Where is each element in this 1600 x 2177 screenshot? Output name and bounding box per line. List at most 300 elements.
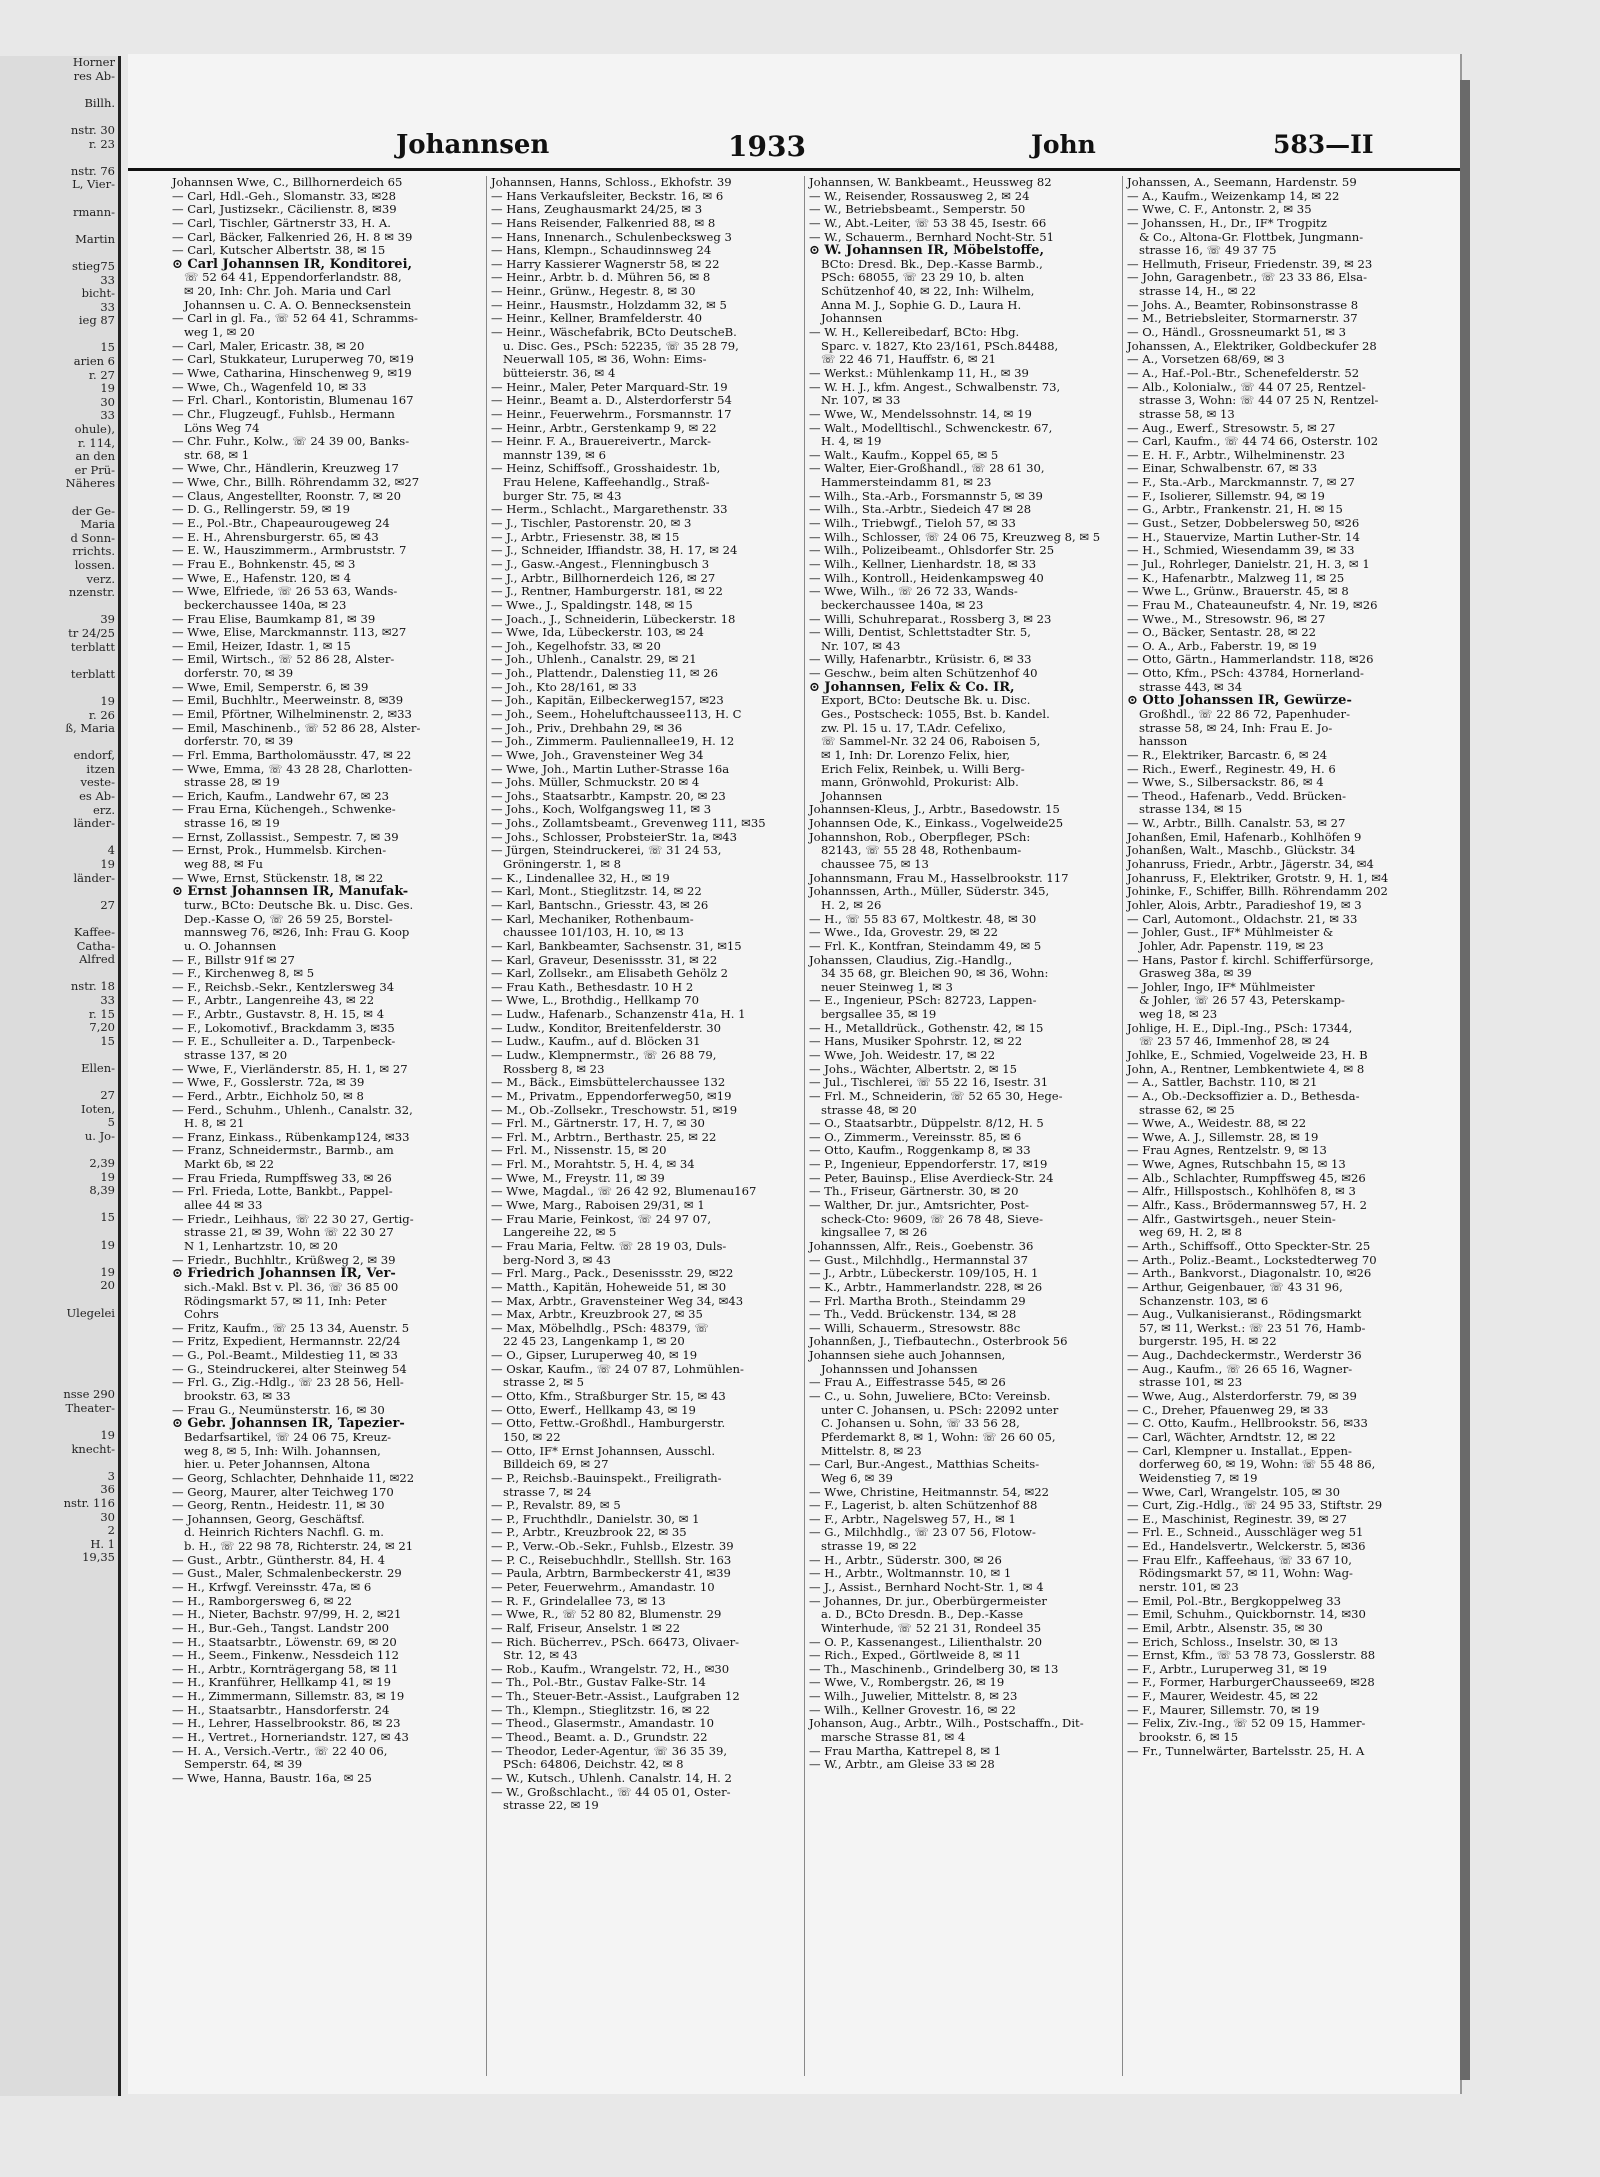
directory-columns xyxy=(168,176,1440,2076)
prev-page-fragment: Ellen- xyxy=(81,1060,115,1075)
directory-entry-line: — Frl. M., Schneiderin, ☏ 52 65 30, Hege- xyxy=(809,1089,1063,1103)
directory-entry-line: — Wwe, Ida, Lübeckerstr. 103, ✉ 24 xyxy=(491,626,704,640)
directory-entry-line: Johannssen, Alfr., Reis., Goebenstr. 36 xyxy=(809,1239,1034,1253)
prev-page-fragment xyxy=(0,1225,118,1239)
prev-page-fragment xyxy=(0,328,118,342)
directory-entry-line: — H., Ramborgersweg 6, ✉ 22 xyxy=(172,1594,352,1608)
directory-entry-line: Johannssen und Johanssen xyxy=(821,1362,978,1376)
directory-entry-line: — Franz, Schneidermstr., Barmb., am xyxy=(172,1144,394,1158)
directory-entry-line: — Aug., Vulkanisieranst., Rödingsmarkt xyxy=(1127,1308,1362,1322)
directory-entry-line: — Aug., Dachdeckermstr., Werderstr 36 xyxy=(1127,1349,1362,1363)
directory-entry-line: — Karl, Zollsekr., am Elisabeth Gehölz 2 xyxy=(491,967,728,981)
directory-entry-line: — Rich. Bücherrev., PSch. 66473, Olivaer- xyxy=(491,1635,740,1649)
directory-entry-line: ✉ 20, Inh: Chr. Joh. Maria und Carl xyxy=(184,285,391,299)
directory-entry-line: — Carl, Wächter, Arndtstr. 12, ✉ 22 xyxy=(1127,1430,1336,1444)
directory-entry-line: N 1, Lenhartzstr. 10, ✉ 20 xyxy=(184,1239,338,1253)
directory-entry-line: — D. G., Rellingerstr. 59, ✉ 19 xyxy=(172,503,350,517)
prev-page-fragment xyxy=(0,1320,118,1334)
directory-entry-line: — Carl, Tischler, Gärtnerstr 33, H. A. xyxy=(172,216,391,230)
directory-entry-line: Bedarfsartikel, ☏ 24 06 75, Kreuz- xyxy=(184,1430,392,1444)
prev-page-fragment: nstr. 18 xyxy=(70,979,115,994)
directory-entry-line: Neuerwall 105, ✉ 36, Wohn: Eims- xyxy=(503,353,707,367)
directory-entry-line: — Herm., Schlacht., Margarethenstr. 33 xyxy=(491,503,728,517)
directory-entry-line: ✉ 1, Inh: Dr. Lorenzo Felix, hier, xyxy=(821,748,1011,762)
directory-entry-line: — Carl, Kutscher Albertstr. 38, ✉ 15 xyxy=(172,244,386,258)
directory-entry-line: — Otto, Kaufm., Roggenkamp 8, ✉ 33 xyxy=(809,1144,1031,1158)
prev-page-fragment: 27 xyxy=(100,897,115,912)
prev-page-fragment: 15 xyxy=(100,340,115,355)
directory-entry-line: — F., Arbtr., Gustavstr. 8, H. 15, ✉ 4 xyxy=(172,1008,385,1022)
prev-page-fragment xyxy=(0,1293,118,1307)
directory-entry-line: — Einar, Schwalbenstr. 67, ✉ 33 xyxy=(1127,462,1318,476)
directory-entry-line: — Joh., Kto 28/161, ✉ 33 xyxy=(491,680,637,694)
directory-entry-line: — Wwe, Carl, Wrangelstr. 105, ✉ 30 xyxy=(1127,1485,1340,1499)
directory-entry-line: — Georg, Schlachter, Dehnhaide 11, ✉22 xyxy=(172,1471,415,1485)
directory-entry-line: — Jürgen, Steindruckerei, ☏ 31 24 53, xyxy=(491,844,722,858)
directory-entry-line: bergsallee 35, ✉ 19 xyxy=(821,1008,937,1022)
directory-entry-line: — M., Betriebsleiter, Stormarnerstr. 37 xyxy=(1127,312,1358,326)
prev-page-fragment: 39 xyxy=(100,612,115,627)
directory-entry-line: — Frl. M., Morahtstr. 5, H. 4, ✉ 34 xyxy=(491,1158,695,1172)
directory-entry-line: — Chr. Fuhr., Kolw., ☏ 24 39 00, Banks- xyxy=(172,435,410,449)
directory-entry-line: — W. H. J., kfm. Angest., Schwalbenstr. 73, xyxy=(809,380,1061,394)
directory-entry-line: — Emil, Pol.-Btr., Bergkoppelweg 33 xyxy=(1127,1594,1342,1608)
directory-entry-line: Weidenstieg 7, ✉ 19 xyxy=(1139,1471,1258,1485)
directory-entry-line: chaussee 101/103, H. 10, ✉ 13 xyxy=(503,926,684,940)
directory-entry-line: Winterhude, ☏ 52 21 31, Rondeel 35 xyxy=(821,1621,1042,1635)
prev-page-fragment: 5 xyxy=(107,1115,115,1130)
directory-entry-line: Löns Weg 74 xyxy=(184,421,260,435)
directory-entry-line: — Erich, Schloss., Inselstr. 30, ✉ 13 xyxy=(1127,1635,1338,1649)
prev-page-fragment xyxy=(0,600,118,614)
directory-entry-line: — W., Reisender, Rossausweg 2, ✉ 24 xyxy=(809,189,1030,203)
directory-entry-line: — Arth., Schiffsoff., Otto Speckter-Str. 25 xyxy=(1127,1239,1371,1253)
directory-entry-line: — Ludw., Hafenarb., Schanzenstr 41a, H. 1 xyxy=(491,1008,746,1022)
directory-entry-line: — Hans, Innenarch., Schulenbecksweg 3 xyxy=(491,230,732,244)
directory-entry-line: Gröningerstr. 1, ✉ 8 xyxy=(503,858,622,872)
directory-entry-line: — E., Maschinist, Reginestr. 39, ✉ 27 xyxy=(1127,1512,1347,1526)
directory-entry-line: — Carl, Bur.-Angest., Matthias Scheits- xyxy=(809,1458,1040,1472)
prev-page-fragment: ieg 87 xyxy=(78,313,115,328)
directory-entry-line: Johannsen Wwe, C., Billhornerdeich 65 xyxy=(172,176,403,189)
directory-entry-line: — Emil, Wirtsch., ☏ 52 86 28, Alster- xyxy=(172,653,395,667)
directory-entry-line: strasse 58, ✉ 24, Inh: Frau E. Jo- xyxy=(1139,721,1333,735)
directory-entry-line: — Heinr., Wäschefabrik, BCto DeutscheB. xyxy=(491,326,737,340)
directory-entry-line: strasse 137, ✉ 20 xyxy=(184,1049,288,1062)
directory-entry-line: — Chr., Flugzeugf., Fuhlsb., Hermann xyxy=(172,407,395,421)
directory-entry-line: — P., Verw.-Ob.-Sekr., Fuhlsb., Elzestr. 39 xyxy=(491,1540,734,1554)
directory-entry-line: Semperstr. 64, ✉ 39 xyxy=(184,1758,303,1772)
directory-entry-line: — Wwe, S., Silbersackstr. 86, ✉ 4 xyxy=(1127,776,1324,790)
directory-entry-line: — Frau M., Chateauneufstr. 4, Nr. 19, ✉26 xyxy=(1127,598,1378,612)
directory-entry-line: — K., Lindenallee 32, H., ✉ 19 xyxy=(491,871,670,885)
prev-page-fragment xyxy=(0,1361,118,1375)
directory-entry-line: — O., Staatsarbtr., Düppelstr. 8/12, H. 5 xyxy=(809,1117,1044,1131)
directory-entry-line: — Matth., Kapitän, Hoheweide 51, ✉ 30 xyxy=(491,1280,727,1294)
directory-entry-line: — Johler, Ingo, IF* Mühlmeister xyxy=(1127,980,1315,994)
directory-entry-line: — Johs., Schlosser, ProbsteierStr. 1a, ✉43 xyxy=(491,830,738,844)
directory-entry-line: 57, ✉ 11, Werkst.: ☏ 23 51 76, Hamb- xyxy=(1139,1321,1366,1335)
directory-entry-line: — Carl, Klempner u. Installat., Eppen- xyxy=(1127,1444,1352,1458)
directory-entry-line: Johannsen, W. Bankbeamt., Heussweg 82 xyxy=(809,176,1052,189)
directory-entry-line: — Hans, Pastor f. kirchl. Schifferfürsorge, xyxy=(1127,953,1374,967)
directory-entry-line: — J., Arbtr., Friesenstr. 38, ✉ 15 xyxy=(491,530,680,544)
prev-page-fragment: rmann- xyxy=(73,204,115,219)
directory-entry-line: — Rich., Ewerf., Reginestr. 49, H. 6 xyxy=(1127,762,1336,776)
directory-entry-line: — W., Arbtr., am Gleise 33 ✉ 28 xyxy=(809,1758,995,1772)
directory-entry-line: — Emil, Arbtr., Alsenstr. 35, ✉ 30 xyxy=(1127,1621,1323,1635)
prev-page-fragment: 19 xyxy=(100,1169,115,1184)
directory-entry-line: — Paula, Arbtrn, Barmbeckerstr 41, ✉39 xyxy=(491,1567,731,1581)
directory-entry-line: — Wwe, Agnes, Rutschbahn 15, ✉ 13 xyxy=(1127,1158,1346,1172)
prev-page-fragment xyxy=(0,1415,118,1429)
directory-entry-line: — Frl. M., Arbtrn., Berthastr. 25, ✉ 22 xyxy=(491,1130,717,1144)
directory-entry-line: turw., BCto: Deutsche Bk. u. Disc. Ges. xyxy=(184,898,414,912)
directory-entry-line: — Heinz, Schiffsoff., Grosshaidestr. 1b, xyxy=(491,462,721,476)
directory-entry-line: Dep.-Kasse O, ☏ 26 59 25, Borstel- xyxy=(184,912,393,926)
prev-page-fragment: Martin xyxy=(75,231,115,246)
directory-entry-line: — H., Zimmermann, Sillemstr. 83, ✉ 19 xyxy=(172,1690,405,1704)
directory-entry-line: — Joh., Kegelhofstr. 33, ✉ 20 xyxy=(491,639,661,653)
directory-entry-line: — Wilh., Juwelier, Mittelstr. 8, ✉ 23 xyxy=(809,1690,1018,1704)
directory-entry-line: strasse 443, ✉ 34 xyxy=(1139,680,1243,694)
directory-entry-line: strasse 14, H., ✉ 22 xyxy=(1139,285,1256,299)
directory-entry-line: — E. W., Hauszimmerm., Armbruststr. 7 xyxy=(172,544,407,558)
directory-entry-line: ☏ 52 64 41, Eppendorferlandstr. 88, xyxy=(184,271,402,285)
prev-page-fragment xyxy=(0,1144,118,1158)
directory-entry-line: — O. A., Arb., Faberstr. 19, ✉ 19 xyxy=(1127,639,1317,653)
directory-entry-line: Johlke, E., Schmied, Vogelweide 23, H. B xyxy=(1127,1049,1368,1062)
prev-page-fragment: r. 114, xyxy=(77,435,115,450)
directory-entry-line: — Wilh., Polizeibeamt., Ohlsdorfer Str. 25 xyxy=(809,544,1055,558)
directory-entry-line: — Frl. Charl., Kontoristin, Blumenau 167 xyxy=(172,394,414,408)
prev-page-fragment: nstr. 30 xyxy=(70,122,115,137)
directory-entry-line: — Alfr., Gastwirtsgeh., neuer Stein- xyxy=(1127,1212,1336,1226)
prev-page-fragment: 20 xyxy=(100,1278,115,1293)
prev-page-fragment xyxy=(0,1048,118,1062)
directory-entry-line: — Frau E., Bohnkenstr. 45, ✉ 3 xyxy=(172,557,356,571)
directory-entry-line: — Ralf, Friseur, Anselstr. 1 ✉ 22 xyxy=(491,1621,681,1635)
directory-entry-line: — Alb., Kolonialw., ☏ 44 07 25, Rentzel- xyxy=(1127,380,1366,394)
prev-page-fragment: Horner xyxy=(72,56,115,69)
directory-entry-line: — Otto, IF* Ernst Johannsen, Ausschl. xyxy=(491,1444,716,1458)
directory-entry-line: strasse 2, ✉ 5 xyxy=(503,1376,585,1390)
directory-entry-line: Johanruss, Friedr., Arbtr., Jägerstr. 34, ✉4 xyxy=(1127,858,1374,872)
directory-entry-line: — F., Maurer, Weidestr. 45, ✉ 22 xyxy=(1127,1690,1319,1704)
directory-entry-line: — P., Ingenieur, Eppendorferstr. 17, ✉19 xyxy=(809,1158,1048,1172)
directory-entry-line: brookstr. 63, ✉ 33 xyxy=(184,1390,291,1404)
directory-entry-line: Johannsen xyxy=(821,312,883,326)
directory-entry-line: — Harry Kassierer Wagnerstr 58, ✉ 22 xyxy=(491,257,720,271)
column-3 xyxy=(804,176,1123,2076)
directory-entry-line: — Heinr. F. A., Brauereivertr., Marck- xyxy=(491,435,712,449)
directory-entry-line: H. 4, ✉ 19 xyxy=(821,435,882,449)
directory-entry-line: Frau Helene, Kaffeehandlg., Straß- xyxy=(503,476,710,490)
directory-entry-line: — J., Arbtr., Billhornerdeich 126, ✉ 27 xyxy=(491,571,716,585)
prev-page-fragment: 30 xyxy=(100,394,115,409)
directory-entry-line: — Wwe, Joh., Martin Luther-Strasse 16a xyxy=(491,762,730,776)
directory-entry-line: & Co., Altona-Gr. Flottbek, Jungmann- xyxy=(1139,230,1364,244)
directory-entry-line: — H., Seem., Finkenw., Nessdeich 112 xyxy=(172,1649,400,1663)
directory-entry-line: — W., Kutsch., Uhlenh. Canalstr. 14, H. 2 xyxy=(491,1771,732,1785)
prev-page-fragment: 3 xyxy=(107,1468,115,1483)
directory-entry-line: ☏ 23 57 46, Immenhof 28, ✉ 24 xyxy=(1139,1035,1330,1049)
directory-entry-line: — Heinr., Grünw., Hegestr. 8, ✉ 30 xyxy=(491,285,696,299)
directory-entry-line: — Rob., Kaufm., Wrangelstr. 72, H., ✉30 xyxy=(491,1662,730,1676)
directory-entry-line: Johannsen, Hanns, Schloss., Ekhofstr. 39 xyxy=(491,176,732,189)
prev-page-fragment: 33 xyxy=(100,299,115,314)
directory-entry-line: — O., Zimmerm., Vereinsstr. 85, ✉ 6 xyxy=(809,1130,1022,1144)
directory-entry-line: — G., Arbtr., Frankenstr. 21, H. ✉ 15 xyxy=(1127,503,1343,517)
directory-entry-line: — Heinr., Feuerwehrm., Forsmannstr. 17 xyxy=(491,407,732,421)
directory-entry-line: — F., Lagerist, b. alten Schützenhof 88 xyxy=(809,1499,1038,1513)
directory-entry-line: — H., Schmied, Wiesendamm 39, ✉ 33 xyxy=(1127,544,1355,558)
directory-entry-line: Nr. 107, ✉ 33 xyxy=(821,394,901,408)
directory-entry-line: PSch: 64806, Deichstr. 42, ✉ 8 xyxy=(503,1758,684,1772)
directory-entry-line: — O. P., Kassenangest., Lilienthalstr. 20 xyxy=(809,1635,1043,1649)
directory-entry-line: — Karl, Bankbeamter, Sachsenstr. 31, ✉15 xyxy=(491,939,742,953)
prev-page-fragment: res Ab- xyxy=(73,68,115,83)
prev-page-fragment: 4 xyxy=(107,843,115,858)
prev-page-fragment: länder- xyxy=(73,870,115,885)
directory-entry-line: — Wilh., Sta.-Arbtr., Siedeich 47 ✉ 28 xyxy=(809,503,1032,517)
directory-entry-line: — Ernst, Kfm., ☏ 53 78 73, Gosslerstr. 88 xyxy=(1127,1649,1376,1663)
directory-entry-line: — Emil, Heizer, Idastr. 1, ✉ 15 xyxy=(172,639,351,653)
directory-entry-line: — Otto, Fettw.-Großhdl., Hamburgerstr. xyxy=(491,1417,726,1431)
prev-page-fragment xyxy=(0,831,118,845)
prev-page-fragment: terblatt xyxy=(70,666,115,681)
directory-entry-line: — W., Großschlacht., ☏ 44 05 01, Oster- xyxy=(491,1785,731,1799)
directory-entry-line: Johler, Alois, Arbtr., Paradieshof 19, ✉ 3 xyxy=(1127,898,1362,912)
prev-page-fragment: nstr. 76 xyxy=(70,163,115,178)
directory-entry-line: 82143, ☏ 55 28 48, Rothenbaum- xyxy=(821,844,1022,858)
directory-entry-line: — C., Dreher, Pfauenweg 29, ✉ 33 xyxy=(1127,1403,1329,1417)
directory-entry-line: — Frau Elise, Baumkamp 81, ✉ 39 xyxy=(172,612,376,626)
directory-entry-line: — Wwe, W., Mendelssohnstr. 14, ✉ 19 xyxy=(809,407,1032,421)
directory-entry-line: — Otto, Kfm., PSch: 43784, Hornerland- xyxy=(1127,667,1364,681)
prev-page-fragment: bicht- xyxy=(81,286,115,301)
directory-entry-line: — Alb., Schlachter, Rumpffsweg 45, ✉26 xyxy=(1127,1171,1366,1185)
directory-entry-line: — Otto, Gärtn., Hammerlandstr. 118, ✉26 xyxy=(1127,653,1374,667)
prev-page-fragment xyxy=(0,912,118,926)
prev-page-fragment xyxy=(0,885,118,899)
directory-entry-line: — Wwe, Wilh., ☏ 26 72 33, Wands- xyxy=(809,585,1018,599)
directory-entry-line: — Max, Arbtr., Kreuzbrook 27, ✉ 35 xyxy=(491,1308,703,1322)
prev-page-fragment: 19 xyxy=(100,381,115,396)
directory-entry-line: — E. H., Ahrensburgerstr. 65, ✉ 43 xyxy=(172,530,379,544)
directory-entry-line: Pferdemarkt 8, ✉ 1, Wohn: ☏ 26 60 05, xyxy=(821,1430,1056,1444)
directory-entry-line: — Wwe., Ida, Grovestr. 29, ✉ 22 xyxy=(809,926,999,940)
directory-entry-line: — J., Schneider, Iffiandstr. 38, H. 17, ✉ 24 xyxy=(491,544,738,558)
directory-entry-line: — Johler, Gust., IF* Mühlmeister & xyxy=(1127,926,1334,940)
directory-entry-line: marsche Strasse 81, ✉ 4 xyxy=(821,1731,966,1745)
prev-page-fragment: 15 xyxy=(100,1210,115,1225)
directory-entry-line: Johannssen, Arth., Müller, Süderstr. 345, xyxy=(809,885,1050,899)
directory-entry-line: — H., Krfwgf. Vereinsstr. 47a, ✉ 6 xyxy=(172,1580,372,1594)
directory-entry-line: — Th., Klempn., Stieglitzstr. 16, ✉ 22 xyxy=(491,1703,711,1717)
directory-entry-line: — Wwe, Chr., Händlerin, Kreuzweg 17 xyxy=(172,462,399,476)
prev-page-fragment: 33 xyxy=(100,992,115,1007)
directory-entry-line: — Johs., Zollamtsbeamt., Grevenweg 111, ✉35 xyxy=(491,817,766,831)
directory-entry-line: — Ernst, Zollassist., Sempestr. 7, ✉ 39 xyxy=(172,830,399,844)
directory-entry-line: Johinke, F., Schiffer, Billh. Röhrendamm 202 xyxy=(1127,885,1388,899)
directory-entry-line: — Wwe, Emil, Semperstr. 6, ✉ 39 xyxy=(172,680,369,694)
directory-entry-line: — Frl. Emma, Bartholomäusstr. 47, ✉ 22 xyxy=(172,748,412,762)
directory-entry-line: — Wwe, V., Rombergstr. 26, ✉ 19 xyxy=(809,1676,1005,1690)
directory-entry-line: Johannsen-Kleus, J., Arbtr., Basedowstr. 15 xyxy=(809,803,1060,817)
directory-entry-line: Johannsen siehe auch Johannsen, xyxy=(809,1349,1006,1363)
prev-page-fragment: Alfred xyxy=(79,952,115,967)
directory-entry-line: — Wilh., Kellner Grovestr. 16, ✉ 22 xyxy=(809,1703,1016,1717)
prev-page-fragment: nstr. 116 xyxy=(63,1495,115,1510)
directory-entry-line: Johannsen xyxy=(821,789,883,803)
directory-entry-line: Johannsmann, Frau M., Hasselbrookstr. 117 xyxy=(809,871,1069,885)
directory-entry-line: sich.-Makl. Bst v. Pl. 36, ☏ 36 85 00 xyxy=(184,1280,399,1294)
directory-entry-line: — Theod., Glasermstr., Amandastr. 10 xyxy=(491,1717,715,1731)
prev-page-fragment: H. 1 xyxy=(90,1536,115,1551)
directory-entry-line: — Felix, Ziv.-Ing., ☏ 52 09 15, Hammer- xyxy=(1127,1717,1366,1731)
directory-entry-line: — W., Abt.-Leiter, ☏ 53 38 45, Isestr. 66 xyxy=(809,216,1047,230)
directory-entry-line: — Willy, Hafenarbtr., Krüsistr. 6, ✉ 33 xyxy=(809,653,1032,667)
directory-entry-line: — O., Händl., Grossneumarkt 51, ✉ 3 xyxy=(1127,326,1347,340)
directory-entry-line: — Frl. Frieda, Lotte, Bankbt., Pappel- xyxy=(172,1185,393,1199)
directory-entry-line: beckerchaussee 140a, ✉ 23 xyxy=(184,598,347,612)
prev-page-fragment: lossen. xyxy=(74,557,115,572)
directory-entry-line: — Frau A., Eiffestrasse 545, ✉ 26 xyxy=(809,1376,1006,1390)
directory-entry-line: — J., Tischler, Pastorenstr. 20, ✉ 3 xyxy=(491,517,692,531)
directory-entry-line: — F., Kirchenweg 8, ✉ 5 xyxy=(172,967,315,981)
directory-entry-line: — Walt., Kaufm., Koppel 65, ✉ 5 xyxy=(809,448,999,462)
directory-entry-line: — Ernst, Prok., Hummelsb. Kirchen- xyxy=(172,844,387,858)
directory-entry-line: — Hans Verkaufsleiter, Beckstr. 16, ✉ 6 xyxy=(491,189,724,203)
directory-entry-line: — Frau Erna, Küchengeh., Schwenke- xyxy=(172,803,396,817)
directory-entry-line: — Hellmuth, Friseur, Friedenstr. 39, ✉ 23 xyxy=(1127,257,1373,271)
directory-entry-line: — Fr., Tunnelwärter, Bartelsstr. 25, H. A xyxy=(1127,1744,1365,1758)
prev-page-fragment: erz. xyxy=(92,802,115,817)
directory-entry-line: nerstr. 101, ✉ 23 xyxy=(1139,1580,1239,1594)
directory-entry-line: Johannshon, Rob., Oberpfleger, PSch: xyxy=(809,830,1031,844)
directory-entry-line: — Frau Elfr., Kaffeehaus, ☏ 33 67 10, xyxy=(1127,1553,1352,1567)
prev-page-fragment: r. 26 xyxy=(88,707,115,722)
prev-page-fragment: terblatt xyxy=(70,639,115,654)
directory-entry-line: — E., Ingenieur, PSch: 82723, Lappen- xyxy=(809,994,1037,1008)
directory-entry-line: — F., Billstr 91f ✉ 27 xyxy=(172,953,295,967)
directory-entry-line: — Frl. E., Schneid., Ausschläger weg 51 xyxy=(1127,1526,1364,1540)
directory-entry-line: — Th., Pol.-Btr., Gustav Falke-Str. 14 xyxy=(491,1676,706,1690)
directory-entry-line: — M., Privatm., Eppendorferweg50, ✉19 xyxy=(491,1089,732,1103)
directory-entry-line: — H., Staatsarbtr., Löwenstr. 69, ✉ 20 xyxy=(172,1635,397,1649)
directory-entry-line: — Carl, Bäcker, Falkenried 26, H. 8 ✉ 39 xyxy=(172,230,413,244)
directory-entry-line: weg 69, H. 2, ✉ 8 xyxy=(1139,1226,1243,1240)
directory-entry-line: — Alfr., Hillspostsch., Kohlhöfen 8, ✉ 3 xyxy=(1127,1185,1356,1199)
directory-entry-line: — M., Ob.-Zollsekr., Treschowstr. 51, ✉19 xyxy=(491,1103,738,1117)
directory-entry-line: allee 44 ✉ 33 xyxy=(184,1199,263,1213)
directory-entry-line: — Karl, Mechaniker, Rothenbaum- xyxy=(491,912,694,926)
directory-entry-line: — P., Reichsb.-Bauinspekt., Freiligrath- xyxy=(491,1471,722,1485)
prev-page-fragment: länder- xyxy=(73,816,115,831)
prev-page-fragment xyxy=(0,1198,118,1212)
directory-entry-line: — Arth., Bankvorst., Diagonalstr. 10, ✉26 xyxy=(1127,1267,1372,1281)
prev-page-fragment: Catha- xyxy=(76,938,115,953)
directory-entry-line: hier. u. Peter Johannsen, Altona xyxy=(184,1458,371,1472)
directory-entry-line: — Th., Vedd. Brückenstr. 134, ✉ 28 xyxy=(809,1308,1017,1322)
directory-entry-line: — Heinr., Maler, Peter Marquard-Str. 19 xyxy=(491,380,728,394)
prev-page-fragment: 19 xyxy=(100,857,115,872)
directory-entry-line: — Curt, Zig.-Hdlg., ☏ 24 95 33, Stiftstr. 29 xyxy=(1127,1499,1383,1513)
directory-entry-line: Markt 6b, ✉ 22 xyxy=(184,1158,275,1172)
directory-entry-line: — O., Bäcker, Sentastr. 28, ✉ 22 xyxy=(1127,626,1316,640)
page-shadow xyxy=(1460,80,1470,2080)
directory-entry-line: — C. Otto, Kaufm., Hellbrookstr. 56, ✉33 xyxy=(1127,1417,1368,1431)
directory-entry-line: — Rich., Exped., Görtlweide 8, ✉ 11 xyxy=(809,1649,1022,1663)
directory-entry-line: Langereihe 22, ✉ 5 xyxy=(503,1226,617,1240)
directory-entry-line: — A., Kaufm., Weizenkamp 14, ✉ 22 xyxy=(1127,189,1340,203)
prev-page-fragment xyxy=(0,967,118,981)
directory-entry-line: — Carl, Maler, Ericastr. 38, ✉ 20 xyxy=(172,339,365,353)
directory-entry-line: — G., Milchhdlg., ☏ 23 07 56, Flotow- xyxy=(809,1526,1036,1540)
directory-entry-line: — Arth., Poliz.-Beamt., Lockstedterweg 70 xyxy=(1127,1253,1377,1267)
directory-entry-line: Rödingsmarkt 57, ✉ 11, Inh: Peter xyxy=(184,1294,387,1308)
directory-entry-line: mann, Grönwohld, Prokurist: Alb. xyxy=(821,776,1019,790)
directory-entry-line: — Emil, Buchhltr., Meerweinstr. 8, ✉39 xyxy=(172,694,404,708)
directory-entry-line: — Arthur, Geigenbauer, ☏ 43 31 96, xyxy=(1127,1280,1343,1294)
directory-entry-line: — Joh., Kapitän, Eilbeckerweg157, ✉23 xyxy=(491,694,724,708)
directory-entry-line: — Ludw., Kaufm., auf d. Blöcken 31 xyxy=(491,1035,701,1049)
prev-page-fragment: Billh. xyxy=(84,95,115,110)
page-number: 583—II xyxy=(1273,130,1374,159)
directory-entry-line: — Peter, Bauinsp., Elise Averdieck-Str. 24 xyxy=(809,1171,1054,1185)
prev-page-fragment: d Sonn- xyxy=(70,530,115,545)
directory-entry-line: — A., Vorsetzen 68/69, ✉ 3 xyxy=(1127,353,1285,367)
directory-entry-line: C. Johansen u. Sohn, ☏ 33 56 28, xyxy=(821,1417,1020,1431)
directory-entry-line: — Georg, Rentn., Heidestr. 11, ✉ 30 xyxy=(172,1499,385,1513)
directory-entry-line: — F., Isolierer, Sillemstr. 94, ✉ 19 xyxy=(1127,489,1325,503)
prev-page-fragment: u. Jo- xyxy=(84,1128,115,1143)
directory-entry-line: Erich Felix, Reinbek, u. Willi Berg- xyxy=(821,762,1025,776)
directory-entry-line: — Th., Maschinenb., Grindelberg 30, ✉ 13 xyxy=(809,1662,1059,1676)
directory-entry-line: — H., Arbtr., Süderstr. 300, ✉ 26 xyxy=(809,1553,1002,1567)
directory-entry-line: — Wilh., Sta.-Arb., Forsmannstr 5, ✉ 39 xyxy=(809,489,1043,503)
prev-page-fragment: Theater- xyxy=(65,1400,115,1415)
directory-entry-line: — Wwe, Magdal., ☏ 26 42 92, Blumenau167 xyxy=(491,1185,757,1199)
directory-entry-line: — Hans Reisender, Falkenried 88, ✉ 8 xyxy=(491,216,716,230)
directory-entry-line: — Wwe, Ch., Wagenfeld 10, ✉ 33 xyxy=(172,380,367,394)
directory-entry-line: strasse 28, ✉ 19 xyxy=(184,776,280,790)
directory-entry-line: Johler, Adr. Papenstr. 119, ✉ 23 xyxy=(1139,939,1324,953)
directory-entry-line: — Max, Arbtr., Gravensteiner Weg 34, ✉43 xyxy=(491,1294,744,1308)
prev-page-fragment: tr 24/25 xyxy=(68,625,115,640)
directory-entry-line: — Carl, Hdl.-Geh., Slomanstr. 33, ✉28 xyxy=(172,189,397,203)
directory-entry-line: — Frl. K., Kontfran, Steindamm 49, ✉ 5 xyxy=(809,939,1042,953)
directory-entry-line: — Wwe, Joh. Weidestr. 17, ✉ 22 xyxy=(809,1049,996,1062)
directory-entry-line: — Karl, Bantschn., Griesstr. 43, ✉ 26 xyxy=(491,898,709,912)
prev-page-fragment: 2 xyxy=(107,1523,115,1538)
directory-entry-line: a. D., BCto Dresdn. B., Dep.-Kasse xyxy=(821,1608,1024,1622)
directory-entry-line: — Fritz, Expedient, Hermannstr. 22/24 xyxy=(172,1335,401,1349)
prev-page-fragment: r. 23 xyxy=(88,136,115,151)
directory-entry-line: — Karl, Graveur, Desenissstr. 31, ✉ 22 xyxy=(491,953,718,967)
prev-page-fragment xyxy=(0,110,118,124)
prev-page-fragment: veste- xyxy=(80,775,115,790)
directory-entry-line: strasse 134, ✉ 15 xyxy=(1139,803,1243,817)
directory-entry-line: Johanßen, Walt., Maschb., Glückstr. 34 xyxy=(1127,844,1356,858)
directory-entry-line: — A., Ob.-Decksoffizier a. D., Bethesda- xyxy=(1127,1089,1360,1103)
directory-entry-line: — Johs., Koch, Wolfgangsweg 11, ✉ 3 xyxy=(491,803,712,817)
prev-page-fragment: 8,39 xyxy=(89,1183,115,1198)
prev-page-fragment xyxy=(0,192,118,206)
directory-entry-line: Johanssen, A., Seemann, Hardenstr. 59 xyxy=(1127,176,1357,189)
directory-entry-line: dorferstr. 70, ✉ 39 xyxy=(184,735,294,749)
